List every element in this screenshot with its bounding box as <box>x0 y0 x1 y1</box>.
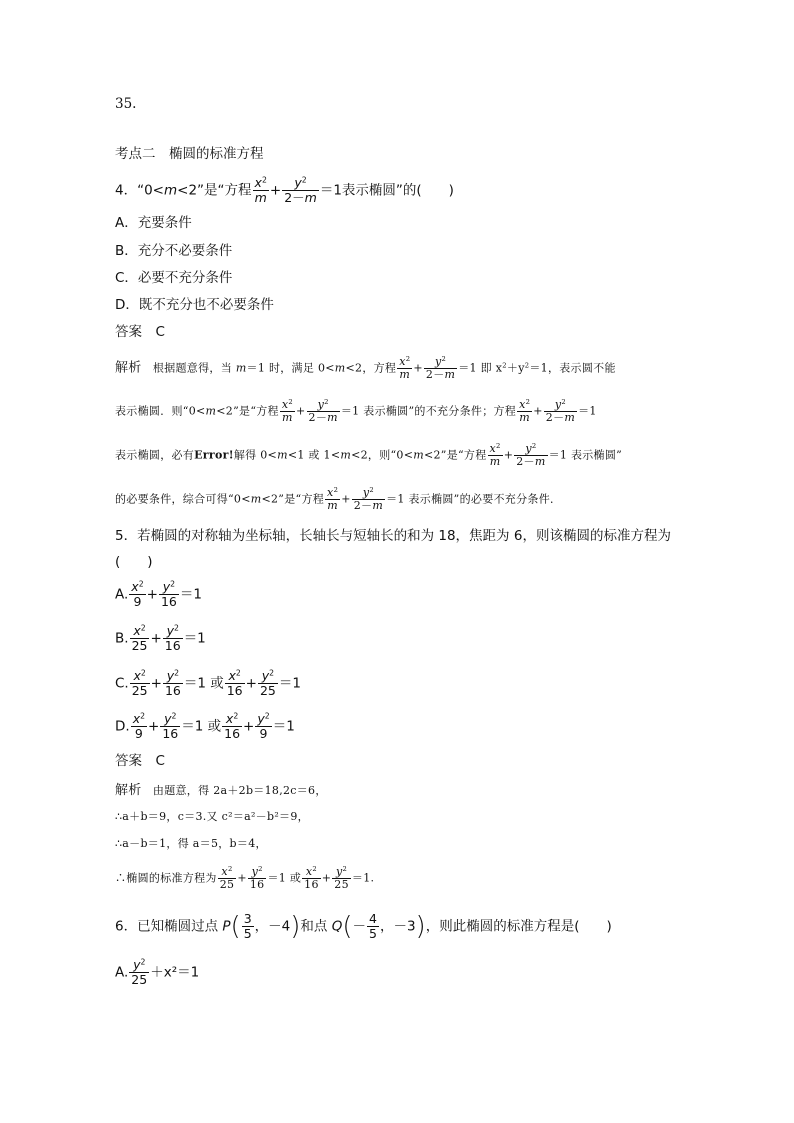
question-4-analysis-line-3: 表示椭圆，必有Error!解得 0<m<1 或 1<m<2，则“0<m<2”是“方程 $\frac{x^2}{m}$ + $\frac{y^2}{2-m}$ ＝1 表示椭圆” <box>115 441 623 469</box>
question-5-option-d: D. $\frac{x^2}{9}$ + $\frac{y^2}{16}$ ＝1 或 $\frac{x^2}{16}$ + $\frac{y^2}{9}$ ＝1 <box>115 711 295 741</box>
question-4-option-b: B．充分不必要条件 <box>115 243 233 259</box>
question-4-analysis-line-4: 的必要条件，综合可得“0<m<2”是“方程 $\frac{x^2}{m}$ + $\frac{y^2}{2-m}$ ＝1 表示椭圆”的必要不充分条件． <box>115 485 562 513</box>
question-5-answer: 答案 C <box>115 753 165 769</box>
question-5-analysis-line-3: ∴a－b＝1，得 a＝5，b＝4， <box>115 837 267 850</box>
question-4-option-a: A．充要条件 <box>115 215 192 231</box>
question-5-analysis-line-2: ∴a＋b＝9，c＝3.又 c²＝a²－b²＝9， <box>115 810 309 823</box>
question-5-option-b: B. $\frac{x^2}{25}$ + $\frac{y^2}{16}$ ＝1 <box>115 623 206 653</box>
question-4-answer: 答案 C <box>115 324 165 340</box>
question-4-stem: 4．“0<m<2”是“方程 $\frac{x^2}{m}$ + $\frac{y^2}{2-m}$ ＝1表示椭圆”的( ) <box>115 175 454 205</box>
question-4-option-d: D．既不充分也不必要条件 <box>115 297 274 313</box>
question-5-analysis-line-4: ∴椭圆的标准方程为 $\frac{x^2}{25}$ + $\frac{y^2}{16}$ ＝1 或 $\frac{x^2}{16}$ + $\frac{y^2}{25}$ ＝1. <box>115 864 375 892</box>
question-4-analysis-line-2: 表示椭圆．则“0<m<2”是“方程 $\frac{x^2}{m}$ + $\frac{y^2}{2-m}$ ＝1 表示椭圆”的不充分条件；方程 $\frac{x^2}{m}$ + $\frac{y^2}{2-m}$ ＝1 <box>115 397 597 425</box>
question-4-analysis-line-1: 解析 根据题意得，当 m＝1 时，满足 0<m<2，方程 $\frac{x^2}{m}$ + $\frac{y^2}{2-m}$ ＝1 即 $x^2+y^2=1$，表示圆不能 <box>115 354 616 382</box>
question-5-analysis-line-1: 解析 由题意，得 2a＋2b＝18,2c＝6， <box>115 783 327 798</box>
page-number: 35. <box>115 96 137 112</box>
question-5-stem: 5．若椭圆的对称轴为坐标轴，长轴长与短轴长的和为 18，焦距为 6，则该椭圆的标准方程为 <box>115 528 671 544</box>
question-5-paren: ( ) <box>115 554 153 570</box>
question-5-option-a: A. $\frac{x^2}{9}$ + $\frac{y^2}{16}$ ＝1 <box>115 579 202 609</box>
question-4-option-c: C．必要不充分条件 <box>115 270 233 286</box>
question-6-option-a: A. $\frac{y^2}{25}$ ＋x²＝1 <box>115 957 200 987</box>
question-6-stem: 6．已知椭圆过点 P( $\frac{3}{5}$ ，－4)和点 Q(－ $\frac{4}{5}$ ，－3)，则此椭圆的标准方程是( ) <box>115 911 612 942</box>
question-5-option-c: C. $\frac{x^2}{25}$ + $\frac{y^2}{16}$ ＝1 或 $\frac{x^2}{16}$ + $\frac{y^2}{25}$ ＝1 <box>115 668 301 698</box>
section-title: 考点二 椭圆的标准方程 <box>115 146 264 162</box>
